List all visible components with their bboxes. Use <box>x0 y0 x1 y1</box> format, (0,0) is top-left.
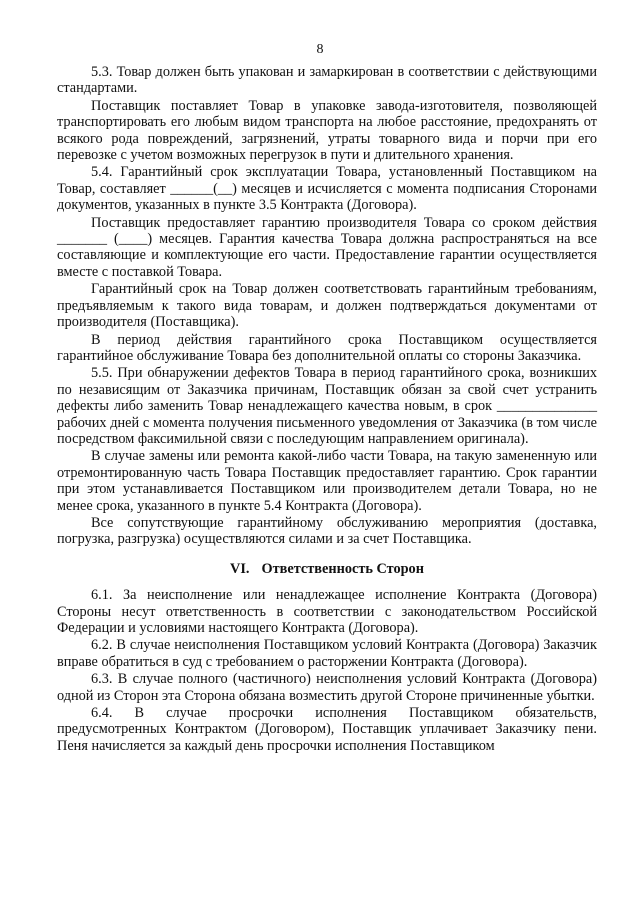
paragraph-6-2: 6.2. В случае неисполнения Поставщиком условий Контракта (Договора) Заказчик вправе обратиться в суд с требованием о расторжении Контракта (Договора). <box>57 637 597 670</box>
paragraph-5-3: 5.3. Товар должен быть упакован и замаркирован в соответствии с действующими стандартами. <box>57 64 597 97</box>
paragraph-5-5: 5.5. При обнаружении дефектов Товара в период гарантийного срока, возникших по независящим от Заказчика причинам, Поставщик обязан за свой счет устранить дефекты либо заменить Товар ненадлежащего качества новым, в срок ______________ рабочих дней с момента получения письменного уведомления от Заказчика (в том числе посредством факсимильной связи с последующим направлением оригинала). <box>57 365 597 447</box>
paragraph-5-4: 5.4. Гарантийный срок эксплуатации Товара, установленный Поставщиком на Товар, составляет ______(__) месяцев и исчисляется с момента подписания Сторонами документов, указанных в пункте 3.5 Контракта (Договора). <box>57 164 597 214</box>
paragraph-warranty-requirements: Гарантийный срок на Товар должен соответствовать гарантийным требованиям, предъявляемым к такого вида товарам, и должен подтверждаться документами от производителя (Поставщика). <box>57 281 597 331</box>
paragraph-6-3: 6.3. В случае полного (частичного) неисполнения условий Контракта (Договора) одной из Сторон эта Сторона обязана возместить другой Стороне причиненные убытки. <box>57 671 597 704</box>
paragraph-replacement-warranty: В случае замены или ремонта какой-либо части Товара, на такую замененную или отремонтированную часть Товара Поставщик предоставляет гарантию. Срок гарантии при этом устанавливается Поставщиком или производителем детали Товара, но не менее срока, указанного в пункте 5.4 Контракта (Договора). <box>57 448 597 514</box>
section-number: VI. <box>230 560 250 577</box>
paragraph-manufacturer-warranty: Поставщик предоставляет гарантию производителя Товара со сроком действия _______ (____) месяцев. Гарантия качества Товара должна распространяться на все составляющие и комплектующие его части. Предоставление гарантии осуществляется вместе с поставкой Товара. <box>57 214 597 280</box>
page-number: 8 <box>316 42 324 57</box>
paragraph-packaging: Поставщик поставляет Товар в упаковке завода-изготовителя, позволяющей транспортировать его любым видом транспорта на любое расстояние, предохранять от всякого рода повреждений, загрязнений, утраты товарного вида и порчи при его перевозке с учетом возможных перегрузок в пути и длительного хранения. <box>57 97 597 164</box>
paragraph-warranty-service: В период действия гарантийного срока Поставщиком осуществляется гарантийное обслуживание Товара без дополнительной оплаты со стороны Заказчика. <box>57 331 597 364</box>
paragraph-6-4: 6.4. В случае просрочки исполнения Поставщиком обязательств, предусмотренных Контрактом (Договором), Поставщик уплачивает Заказчику пени. Пеня начисляется за каждый день просрочки исполнения Поставщиком <box>57 705 597 754</box>
document-body <box>57 64 597 755</box>
paragraph-related-services: Все сопутствующие гарантийному обслуживанию мероприятия (доставка, погрузка, разгрузка) осуществляются силами и за счет Поставщика. <box>57 514 597 548</box>
paragraph-6-1: 6.1. За неисполнение или ненадлежащее исполнение Контракта (Договора) Стороны несут ответственность в соответствии с законодательством Российской Федерации и условиями настоящего Контракта (Договора). <box>57 587 597 636</box>
section-title: Ответственность Сторон <box>261 560 424 577</box>
section-heading-vi <box>57 561 597 577</box>
